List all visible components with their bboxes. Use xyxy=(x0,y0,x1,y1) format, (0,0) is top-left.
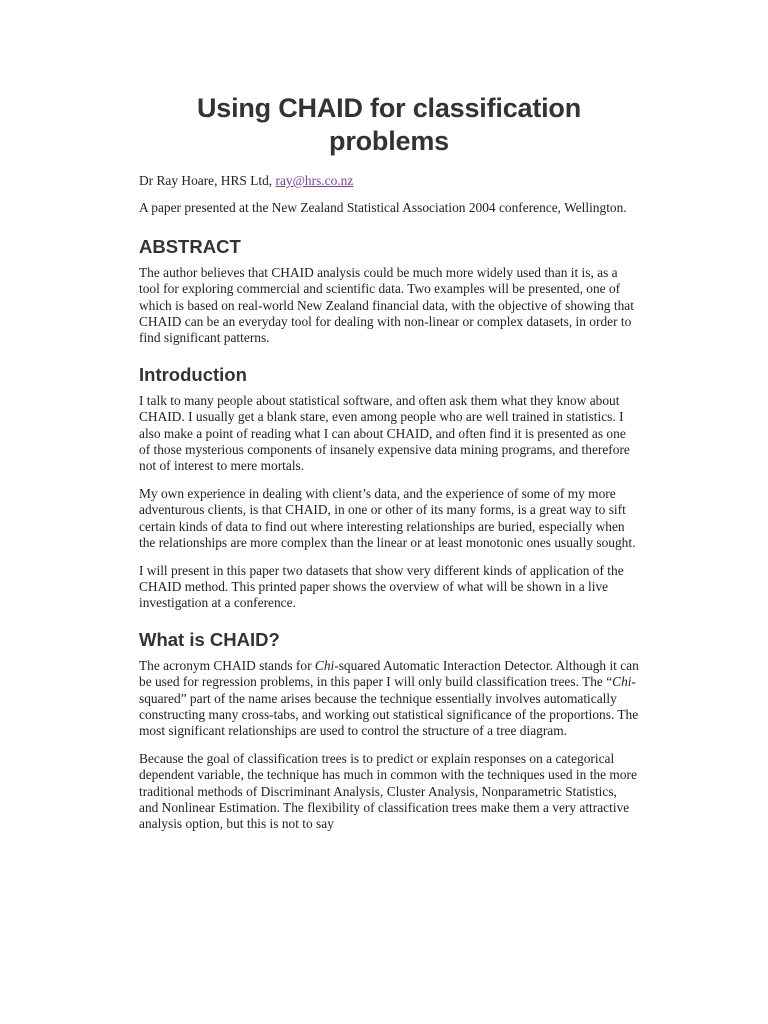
page-title: Using CHAID for classification problems xyxy=(196,93,582,156)
what-is-chaid-heading: What is CHAID? xyxy=(139,628,280,650)
italic-chi: Chi xyxy=(612,674,632,690)
author-name: Dr Ray Hoare, HRS Ltd, xyxy=(139,173,276,188)
introduction-heading: Introduction xyxy=(139,363,247,385)
author-line xyxy=(139,173,639,189)
text-run: The acronym CHAID stands for xyxy=(139,657,315,673)
what-is-chaid-paragraph-2: Because the goal of classification trees is to predict or explain responses on a categorical dependent variable, the technique has much in common with the techniques used in the more traditional methods of Discriminant Analysis, Cluster Analysis, Nonparametric Statistics, and Nonlinear Estimation. The flexibility of classification trees make them a very attractive analysis option, but this is not to say xyxy=(139,750,637,832)
introduction-paragraph-2: My own experience in dealing with client’s data, and the experience of some of my more adventurous clients, is that CHAID, in one or other of its many forms, is a great way to sift certain kinds of data to find out where interesting relationships are buried, especially when the relationships are more complex than the linear or at least monotonic ones usually sought. xyxy=(139,485,636,551)
what-is-chaid-paragraph-1 xyxy=(139,658,639,740)
italic-chi: Chi xyxy=(314,657,335,673)
abstract-text: The author believes that CHAID analysis could be much more widely used than it is, as a tool for exploring commercial and scientific data. Two examples will be presented, one of which is based on real-world New Zealand financial data, with the objective of showing that CHAID can be an everyday tool for dealing with non-linear or complex datasets, in order to find significant patterns. xyxy=(139,264,634,346)
text-run: -squared” part of the name arises because the technique essentially involves automatically constructing many cross-tabs, and working out statistical significance of the proportions. The most significant relationships are used to control the structure of a tree diagram. xyxy=(139,674,639,739)
text-run: -squared Automatic Interaction Detector. Although it can be used for regression problems, in this paper I will only build classification trees. The “ xyxy=(139,657,639,690)
introduction-paragraph-1: I talk to many people about statistical software, and often ask them what they know about CHAID. I usually get a blank stare, even among people who are well trained in statistics. I also make a point of reading what I can about CHAID, and often find it is presented as one of those mysterious components of insanely expensive data mining programs, and therefore not of interest to mere mortals. xyxy=(139,392,630,474)
introduction-paragraph-3: I will present in this paper two datasets that show very different kinds of application of the CHAID method. This printed paper shows the overview of what will be shown in a live investigation at a conference. xyxy=(139,562,624,611)
presented-note: A paper presented at the New Zealand Statistical Association 2004 conference, Wellington. xyxy=(139,200,627,216)
abstract-heading: ABSTRACT xyxy=(139,235,241,257)
paper-page xyxy=(139,92,639,844)
author-email-link[interactable]: ray@hrs.co.nz xyxy=(275,173,354,188)
